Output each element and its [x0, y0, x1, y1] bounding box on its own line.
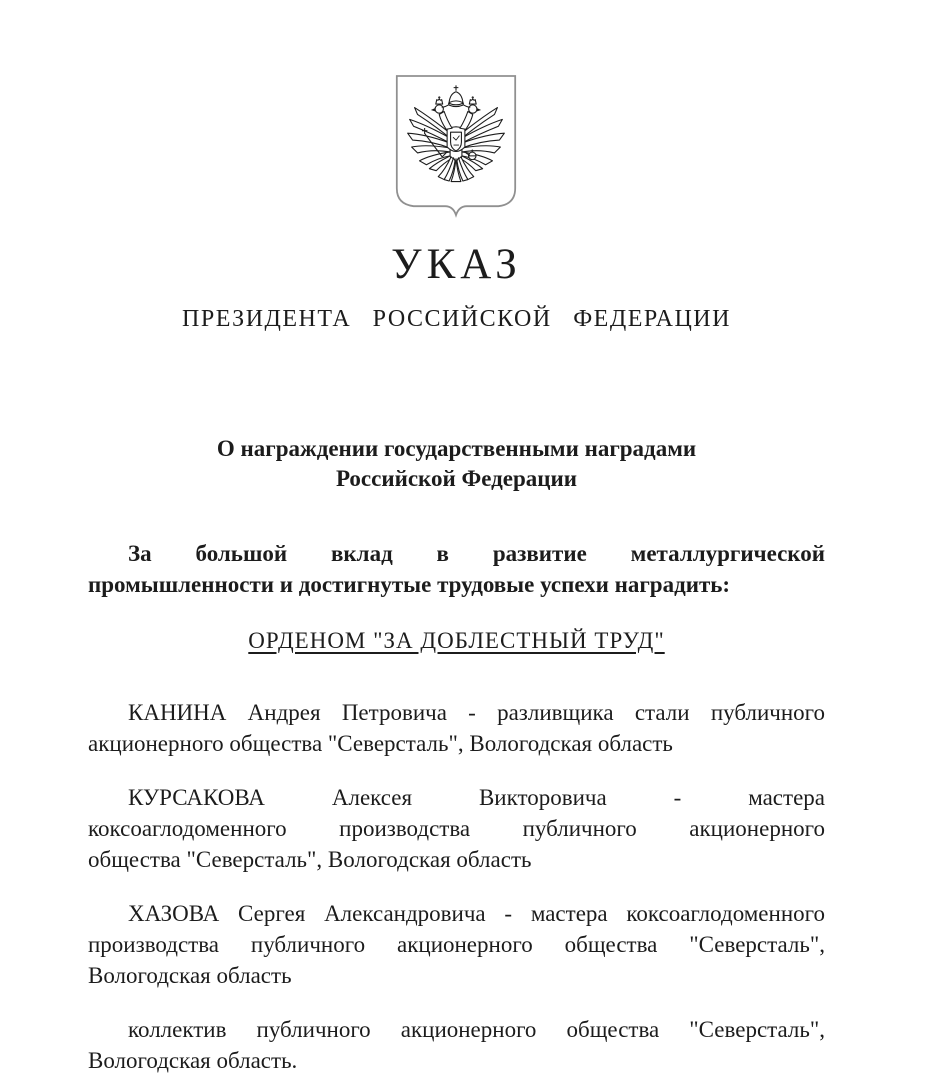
document-content [88, 74, 825, 1076]
awardee-line: Вологодская область. [88, 1048, 298, 1073]
awardee-line: КАНИНА Андрея Петровича - разливщика стали публичного [128, 700, 825, 725]
decree-preamble [88, 538, 825, 600]
subject-line: О награждении государственными наградами [216, 436, 697, 461]
subject-line: Российской Федерации [335, 466, 578, 491]
russian-coat-of-arms-icon [393, 74, 519, 220]
decree-issuer: ПРЕЗИДЕНТА РОССИЙСКОЙ ФЕДЕРАЦИИ [182, 306, 731, 332]
coat-of-arms-frame [393, 74, 519, 220]
awardee-line: КУРСАКОВА Алексея Викторовича - мастера [128, 785, 825, 810]
awardee-line: акционерного общества "Северсталь", Вологодская область [88, 731, 673, 756]
decree-document-page [0, 74, 933, 1088]
decree-title: УКАЗ [391, 241, 522, 288]
award-heading [88, 627, 825, 655]
awardee-list [88, 697, 825, 1076]
awardee-line: общества "Северсталь", Вологодская область [88, 847, 532, 872]
award-heading-text: ОРДЕНОМ "ЗА ДОБЛЕСТНЫЙ ТРУД" [248, 628, 665, 653]
awardee-line: коллектив публичного акционерного общества "Северсталь", [128, 1017, 825, 1042]
awardee-line: ХАЗОВА Сергея Александровича - мастера коксоаглодоменного [128, 901, 825, 926]
preamble-line: промышленности и достигнутые трудовые успехи наградить: [88, 572, 731, 597]
decree-subject [88, 434, 825, 494]
awardee-line: производства публичного акционерного общества "Северсталь", [88, 932, 825, 957]
preamble-line: За большой вклад в развитие металлургической [128, 541, 825, 566]
awardee-line: Вологодская область [88, 963, 292, 988]
awardee-line: коксоаглодоменного производства публичного акционерного [88, 816, 825, 841]
